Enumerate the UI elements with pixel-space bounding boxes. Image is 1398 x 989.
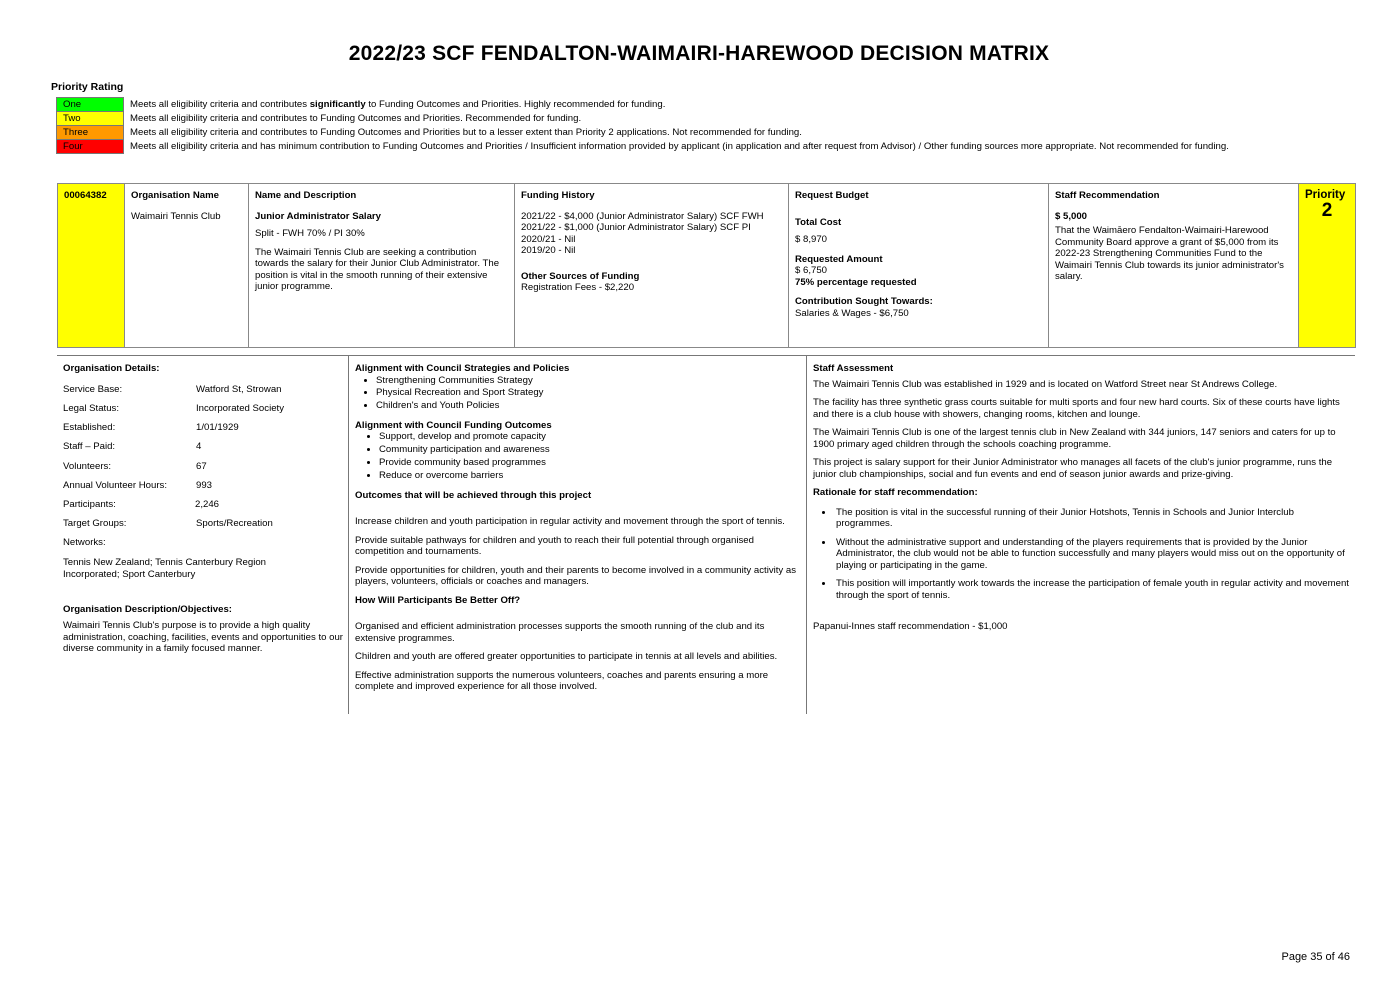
priority-rating-heading: Priority Rating [51, 81, 124, 93]
assessment-paragraph: The Waimairi Tennis Club is one of the largest tennis club in New Zealand with 344 juniors, 147 seniors and caters for up to 1900 primary aged children through the schools coaching programme. [813, 427, 1336, 450]
assessment-column [813, 363, 1351, 633]
decision-matrix [57, 183, 1356, 348]
staff-recommendation-cell [1049, 184, 1299, 348]
fh-header: Funding History [521, 190, 595, 201]
detail-row-target-groups: Target Groups: Sports/Recreation [63, 518, 273, 529]
better-off-item: Children and youth are offered greater opportunities to participate in tennis at all levels and abilities. [355, 651, 778, 663]
other-sources: Registration Fees - $2,220 [521, 282, 635, 293]
funding-split: Split - FWH 70% / PI 30% [255, 228, 365, 239]
achieved-item: Provide suitable pathways for children and youth to reach their full potential through organised competition and tournaments. [355, 534, 754, 558]
rationale-item: • The position is vital in the successful running of their Junior Hotshots, Tennis in Schools and Junior Interclub programmes. [834, 507, 1351, 530]
achieved-item: Provide opportunities for children, youth and their parents to become involved in a community activity as players, volunteers, officials or coaches and managers. [355, 564, 797, 588]
sr-header: Staff Recommendation [1055, 190, 1160, 201]
rationale-item: • This position will importantly work towards the increase the participation of female youth in regular activity and movement through the sport of tennis. [834, 578, 1351, 601]
legend-row-four [57, 140, 1316, 154]
detail-row-volunteer-hours: Annual Volunteer Hours: 993 [63, 480, 213, 491]
legend-description: Meets all eligibility criteria and contributes to Funding Outcomes and Priorities but to a lesser extent than Priority 2 applications. Not recommended for funding. [130, 126, 802, 138]
priority-legend [56, 97, 1316, 154]
strategies-list [355, 375, 800, 413]
better-off-heading: How Will Participants Be Better Off? [355, 594, 521, 606]
application-id: 00064382 [64, 190, 107, 201]
list-item: • Children's and Youth Policies [376, 400, 800, 413]
funding-history-item: 2021/22 - $1,000 (Junior Administrator Salary) SCF PI [521, 222, 751, 233]
priority-swatch-two: Two [57, 112, 124, 126]
sr-amount: $ 5,000 [1055, 210, 1088, 222]
legend-row-one [57, 98, 1316, 112]
requested-label: Requested Amount [795, 253, 883, 265]
legend-description: Meets all eligibility criteria and contributes significantly to Funding Outcomes and Priorities. Highly recommended for funding. [130, 98, 666, 110]
funding-history-item: 2021/22 - $4,000 (Junior Administrator Salary) SCF FWH [521, 210, 764, 222]
assessment-paragraph: The facility has three synthetic grass courts suitable for multi sports and four new hard courts. Six of these courts have lights and there is a club house with showers, changing rooms, kitchen and lounge. [813, 397, 1340, 420]
rationale-heading: Rationale for staff recommendation: [813, 487, 978, 498]
better-off-item: Effective administration supports the numerous volunteers, coaches and parents ensuring a more complete and improved experience for all those involved. [355, 669, 769, 693]
org-details-heading: Organisation Details: [63, 363, 160, 374]
organisation-cell [125, 184, 249, 348]
legend-description: Meets all eligibility criteria and has minimum contribution to Funding Outcomes and Priorities / Insufficient information provided by applicant (in application and after request from Advisor) / Other funding sources more appropriate. Not recommended for funding. [130, 140, 1229, 152]
sr-text: That the Waimāero Fendalton-Waimairi-Harewood Community Board approve a grant of $5,000 from its 2022-23 Strengthening Communities Fund to the Waimairi Tennis Club towards its junior administrator's salary. [1055, 225, 1284, 282]
page-number: Page 35 of 46 [1281, 951, 1350, 963]
detail-row-participants: Participants: 2,246 [63, 499, 220, 510]
nd-header: Name and Description [255, 190, 357, 201]
requested-amount: $ 6,750 [795, 265, 828, 276]
achieved-item: Increase children and youth participation in regular activity and movement through the sport of tennis. [355, 516, 785, 528]
priority-cell [1299, 184, 1356, 348]
list-item: • Community participation and awareness [379, 444, 800, 457]
column-divider-1 [348, 356, 349, 714]
column-divider-2 [806, 356, 807, 714]
total-cost-label: Total Cost [795, 216, 842, 228]
detail-row-staff-paid: Staff – Paid: 4 [63, 441, 202, 452]
org-description-heading: Organisation Description/Objectives: [63, 604, 232, 615]
page-title: 2022/23 SCF FENDALTON-WAIMAIRI-HAREWOOD DECISION MATRIX [348, 42, 1050, 65]
list-item: • Support, develop and promote capacity [379, 431, 800, 444]
achieved-heading: Outcomes that will be achieved through this project [355, 489, 592, 501]
priority-swatch-one: One [57, 98, 124, 112]
detail-row-volunteers: Volunteers: 67 [63, 461, 207, 472]
strategies-heading: Alignment with Council Strategies and Policies [355, 363, 570, 374]
application-id-cell [58, 184, 125, 348]
rationale-item: • Without the administrative support and understanding of the players requirements that is provided by the Junior Administrator, the club would not be able to function successfully and many players would miss out on the opportunity of playing or participating in the game. [834, 537, 1351, 572]
section-divider [57, 355, 1355, 356]
outcomes-heading: Alignment with Council Funding Outcomes [355, 419, 552, 431]
other-sources-header: Other Sources of Funding [521, 270, 640, 282]
priority-value: 2 [1321, 199, 1333, 221]
detail-row-service-base: Service Base: Watford St, Strowan [63, 384, 282, 395]
funding-history-item: 2019/20 - Nil [521, 245, 576, 256]
list-item: • Physical Recreation and Sport Strategy [376, 387, 800, 400]
funding-history-cell [515, 184, 789, 348]
contribution-label: Contribution Sought Towards: [795, 296, 933, 307]
priority-swatch-three: Three [57, 126, 124, 140]
legend-row-two [57, 112, 1316, 126]
assessment-paragraph: This project is salary support for their Junior Administrator who manages all facets of the club's junior programme, runs the junior club championships, social and fun events and end of season junior awards and prize-giving. [813, 457, 1333, 480]
assessment-paragraph: The Waimairi Tennis Club was established in 1929 and is located on Watford Street near St Andrews College. [813, 378, 1278, 390]
legend-description: Meets all eligibility criteria and contributes to Funding Outcomes and Priorities. Recommended for funding. [130, 112, 582, 124]
org-name: Waimairi Tennis Club [131, 210, 221, 222]
footer-note: Papanui-Innes staff recommendation - $1,000 [813, 621, 1008, 632]
alignment-column [355, 363, 800, 700]
rationale-list [813, 507, 1351, 602]
networks-value: Tennis New Zealand; Tennis Canterbury Region Incorporated; Sport Canterbury [63, 557, 267, 580]
outcomes-list [355, 431, 800, 482]
priority-swatch-four: Four [57, 140, 124, 154]
request-budget-cell [789, 184, 1049, 348]
percentage-requested: 75% percentage requested [795, 276, 917, 288]
funding-history-list [521, 211, 782, 257]
org-description: Waimairi Tennis Club's purpose is to provide a high quality administration, coaching, facilities, events and opportunities to our diverse community in a family focused manner. [63, 620, 343, 654]
assessment-heading: Staff Assessment [813, 363, 894, 374]
detail-row-legal-status: Legal Status: Incorporated Society [63, 403, 284, 414]
rb-header: Request Budget [795, 190, 869, 201]
funding-history-item: 2020/21 - Nil [521, 233, 576, 245]
name-description-cell [249, 184, 515, 348]
project-description: The Waimairi Tennis Club are seeking a contribution towards the salary for their Junior Club Administrator. The position is vital in the smooth running of their extensive junior programme. [255, 246, 500, 292]
project-title: Junior Administrator Salary [255, 210, 381, 222]
legend-row-three [57, 126, 1316, 140]
better-off-item: Organised and efficient administration processes supports the smooth running of the club and its extensive programmes. [355, 621, 765, 644]
detail-row-established: Established: 1/01/1929 [63, 422, 239, 433]
org-header: Organisation Name [131, 190, 219, 201]
total-cost: $ 8,970 [795, 234, 828, 245]
contribution-sought: Salaries & Wages - $6,750 [795, 307, 909, 319]
list-item: • Provide community based programmes [379, 457, 800, 470]
detail-row-networks: Networks: [63, 537, 106, 548]
priority-header: Priority [1305, 189, 1346, 201]
list-item: • Reduce or overcome barriers [379, 470, 800, 483]
list-item: • Strengthening Communities Strategy [376, 375, 800, 388]
